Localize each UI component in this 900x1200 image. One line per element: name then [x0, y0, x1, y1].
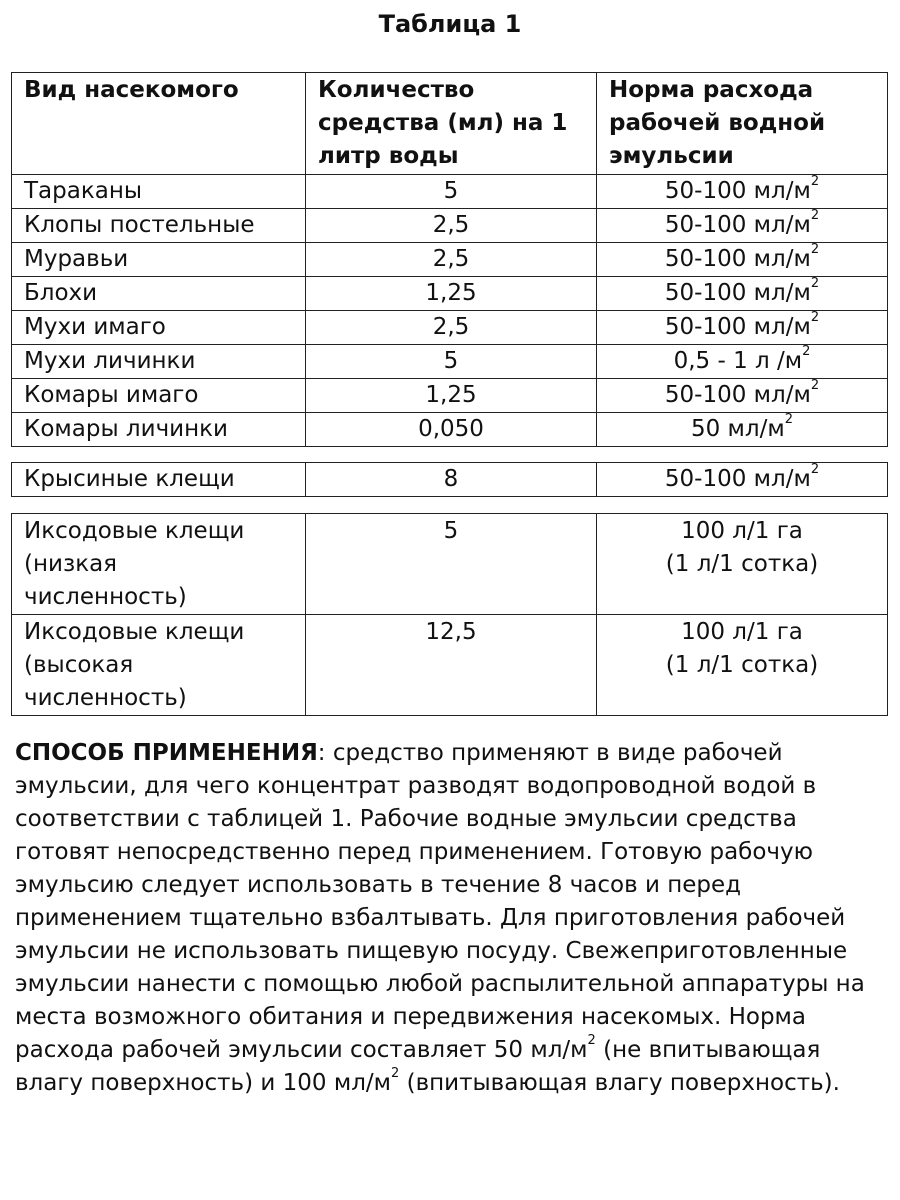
method-text-part2: (не впитывающая влагу поверхность) и 100 мл/м [15, 1037, 821, 1096]
header-amount: Количество средства (мл) на 1 литр воды [306, 73, 597, 175]
rate-superscript: 2 [784, 412, 793, 427]
method-text-part3: (впитывающая влагу поверхность). [399, 1070, 840, 1096]
table-row [12, 175, 888, 209]
rate-text: 50-100 мл/м [664, 466, 811, 492]
insect-name: Комары имаго [12, 379, 306, 413]
rate-value: 100 л/1 га (1 л/1 сотка) [597, 514, 888, 615]
method-superscript-1: 2 [587, 1033, 596, 1048]
insect-name: Мухи личинки [12, 345, 306, 379]
insect-name: Муравьи [12, 243, 306, 277]
rate-text: 50-100 мл/м [664, 314, 811, 340]
amount-value: 12,5 [306, 615, 597, 716]
rate-superscript: 2 [810, 462, 820, 477]
insect-name: Иксодовые клещи (низкая численность) [12, 514, 306, 615]
table-header-row [12, 73, 888, 175]
insect-name: Клопы постельные [12, 209, 306, 243]
amount-value: 1,25 [306, 379, 597, 413]
method-text-part1: : средство применяют в виде рабочей эмульсии, для чего концентрат разводят водопроводной водой в соответствии с таблицей 1. Рабочие водные эмульсии средства готовят непосредственно перед применением. Готовую рабочую эмульсию следует использовать в течение 8 часов и перед применением тщательно взбалтывать. Для приготовления рабочей эмульсии не использовать пищевую посуду. Свежеприготовленные эмульсии нанести с помощью любой распылительной аппаратуры на места возможного обитания и передвижения насекомых. Норма расхода рабочей эмульсии составляет 50 мл/м [15, 740, 865, 1063]
table-row [12, 463, 888, 497]
insect-name: Крысиные клещи [12, 463, 306, 497]
insect-name: Мухи имаго [12, 311, 306, 345]
rate-superscript: 2 [810, 310, 820, 325]
rate-superscript: 2 [810, 174, 820, 189]
table-row [12, 243, 888, 277]
amount-value: 1,25 [306, 277, 597, 311]
rate-value: 100 л/1 га (1 л/1 сотка) [597, 615, 888, 716]
rate-text: 50-100 мл/м [664, 246, 811, 272]
rat-mites-table [11, 462, 888, 497]
rate-value [597, 345, 888, 379]
rate-value [597, 243, 888, 277]
method-heading: СПОСОБ ПРИМЕНЕНИЯ [15, 740, 318, 766]
amount-value: 8 [306, 463, 597, 497]
rate-superscript: 2 [802, 344, 811, 359]
rate-value [597, 379, 888, 413]
rate-text: 50 мл/м [690, 416, 785, 442]
dosage-table [11, 72, 888, 447]
insect-name: Блохи [12, 277, 306, 311]
rate-superscript: 2 [810, 242, 820, 257]
rate-value [597, 413, 888, 447]
rate-text: 50-100 мл/м [664, 212, 811, 238]
method-superscript-2: 2 [391, 1066, 400, 1081]
amount-value: 0,050 [306, 413, 597, 447]
ixodid-ticks-table [11, 513, 888, 716]
header-consumption-rate: Норма расхода рабочей водной эмульсии [597, 73, 888, 175]
table-row [12, 209, 888, 243]
amount-value: 2,5 [306, 209, 597, 243]
table-row [12, 413, 888, 447]
table-row [12, 379, 888, 413]
amount-value: 5 [306, 345, 597, 379]
amount-value: 2,5 [306, 243, 597, 277]
rate-value [597, 311, 888, 345]
amount-value: 2,5 [306, 311, 597, 345]
rate-superscript: 2 [810, 276, 820, 291]
rate-text: 50-100 мл/м [664, 280, 811, 306]
rate-value [597, 175, 888, 209]
rate-text: 50-100 мл/м [664, 382, 811, 408]
insect-name: Иксодовые клещи (высокая численность) [12, 615, 306, 716]
header-insect-type: Вид насекомого [12, 73, 306, 175]
rate-superscript: 2 [810, 378, 820, 393]
rate-text: 50-100 мл/м [664, 178, 811, 204]
table-title: Таблица 1 [378, 10, 522, 38]
insect-name: Комары личинки [12, 413, 306, 447]
table-row [12, 311, 888, 345]
rate-value [597, 209, 888, 243]
amount-value: 5 [306, 514, 597, 615]
rate-superscript: 2 [810, 208, 820, 223]
insect-name: Тараканы [12, 175, 306, 209]
table-row [12, 345, 888, 379]
table-row [12, 277, 888, 311]
rate-value [597, 463, 888, 497]
application-method-paragraph [15, 737, 895, 1100]
rate-text: 0,5 - 1 л /м [673, 348, 803, 374]
table-row [12, 615, 888, 716]
amount-value: 5 [306, 175, 597, 209]
rate-value [597, 277, 888, 311]
table-row [12, 514, 888, 615]
